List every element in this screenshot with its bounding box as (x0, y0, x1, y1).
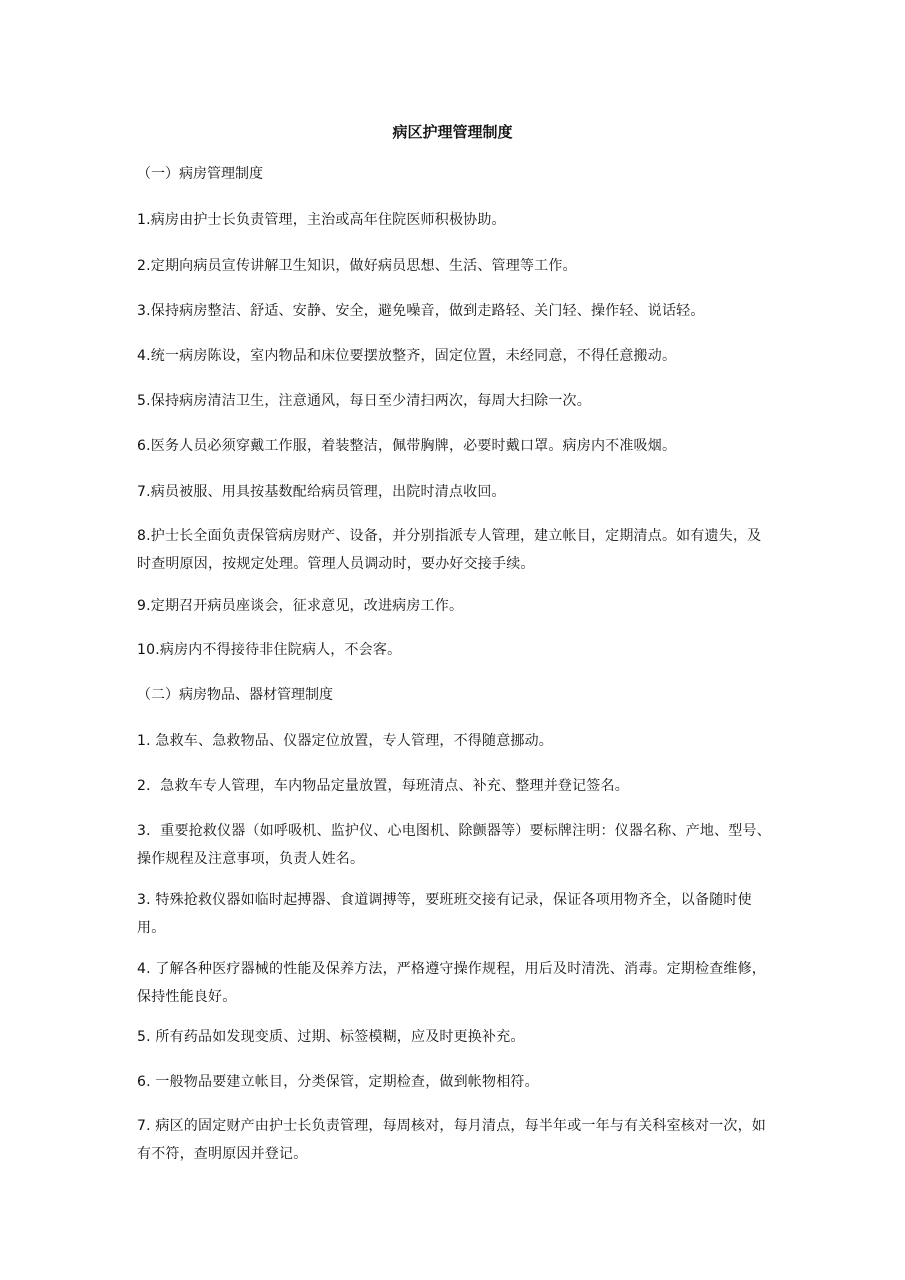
rule-item: 6. 一般物品要建立帐目，分类保管，定期检查，做到帐物相符。 (137, 1074, 539, 1090)
rule-item: 1.病房由护士长负责管理，主治或高年住院医师积极协助。 (137, 212, 506, 228)
page-title: 病区护理管理制度 (392, 123, 513, 141)
rule-item: 5. 所有药品如发现变质、过期、标签模糊，应及时更换补充。 (137, 1029, 525, 1045)
rule-item: 9.定期召开病员座谈会，征求意见，改进病房工作。 (137, 598, 464, 614)
section-heading-equipment-management: （二）病房物品、器材管理制度 (137, 687, 333, 703)
rule-item: 5.保持病房清洁卫生，注意通风，每日至少清扫两次，每周大扫除一次。 (137, 393, 591, 409)
rule-item: 3．重要抢救仪器（如呼吸机、监护仪、心电图机、除颤器等）要标牌注明：仪器名称、产地、型号、操作规程及注意事项，负责人姓名。 (137, 823, 771, 867)
rule-item: 10.病房内不得接待非住院病人，不会客。 (137, 642, 402, 658)
rule-item: 3.保持病房整洁、舒适、安静、安全，避免噪音，做到走路轻、关门轻、操作轻、说话轻。 (137, 303, 705, 319)
rule-item: 3. 特殊抢救仪器如临时起搏器、食道调搏等，要班班交接有记录，保证各项用物齐全，以备随时使用。 (137, 892, 752, 936)
rule-item: 7.病员被服、用具按基数配给病员管理，出院时清点收回。 (137, 484, 506, 500)
rule-item: 4. 了解各种医疗器械的性能及保养方法，严格遵守操作规程，用后及时清洗、消毒。定期检查维修，保持性能良好。 (137, 961, 767, 1005)
rule-item: 1. 急救车、急救物品、仪器定位放置，专人管理，不得随意挪动。 (137, 733, 554, 749)
rule-item: 2.定期向病员宣传讲解卫生知识，做好病员思想、生活、管理等工作。 (137, 258, 577, 274)
rule-item: 4.统一病房陈设，室内物品和床位要摆放整齐，固定位置，未经同意，不得任意搬动。 (137, 348, 677, 364)
rule-item: 2．急救车专人管理，车内物品定量放置，每班清点、补充、整理并登记签名。 (137, 778, 629, 794)
section-heading-ward-management: （一）病房管理制度 (137, 166, 263, 182)
rule-item: 8.护士长全面负责保管病房财产、设备，并分别指派专人管理，建立帐目，定期清点。如有遗失，及时查明原因，按规定处理。管理人员调动时，要办好交接手续。 (137, 528, 762, 572)
rule-item: 6.医务人员必须穿戴工作服，着装整洁，佩带胸牌，必要时戴口罩。病房内不准吸烟。 (137, 438, 677, 454)
rule-item: 7. 病区的固定财产由护士长负责管理，每周核对，每月清点，每半年或一年与有关科室核对一次，如有不符，查明原因并登记。 (137, 1118, 767, 1162)
